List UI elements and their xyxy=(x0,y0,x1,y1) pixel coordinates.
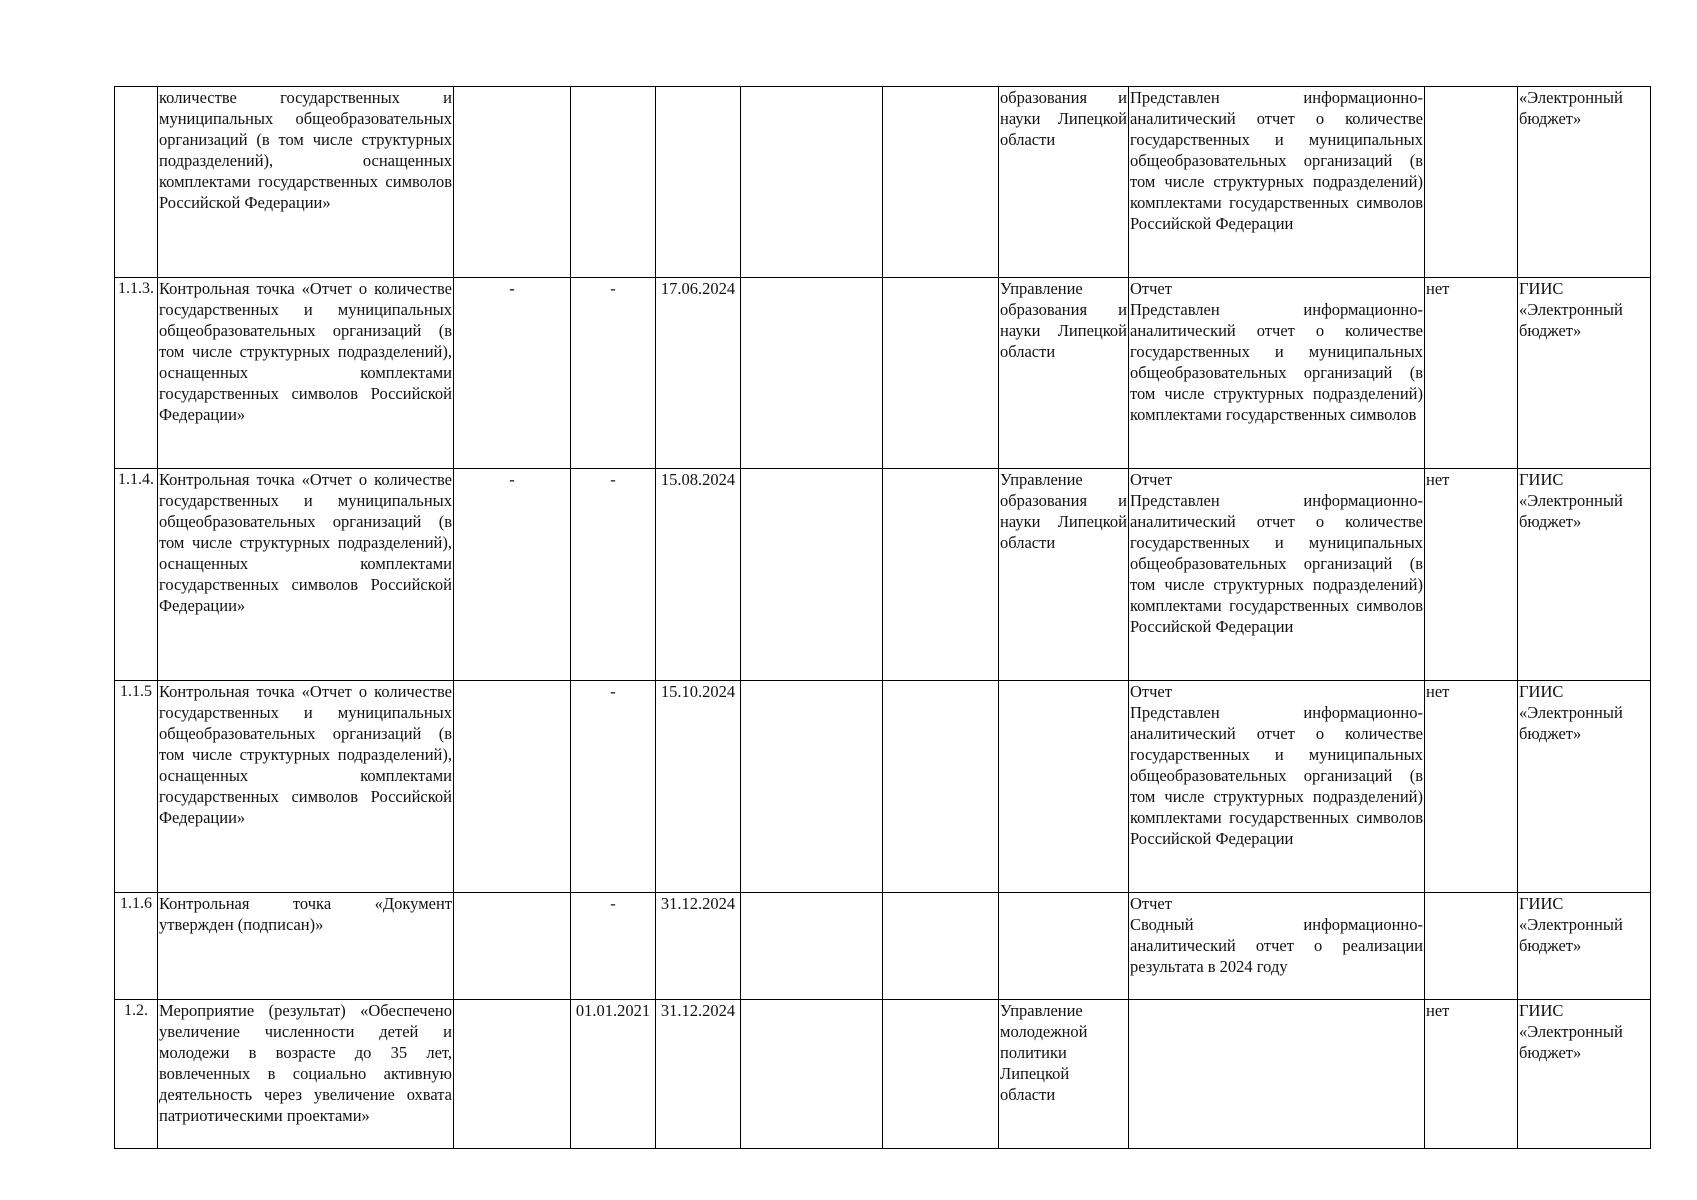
info-system: «Электронный бюджет» xyxy=(1518,87,1651,278)
result-type: Отчет xyxy=(1130,470,1172,489)
row-number: 1.2. xyxy=(115,1000,158,1149)
result-description xyxy=(1129,1000,1425,1149)
info-system: ГИИС «Электронный бюджет» xyxy=(1518,278,1651,469)
responsible-org xyxy=(999,681,1129,893)
start-date: - xyxy=(571,681,656,893)
result-text: Представлен информационно-аналитический отчет о количестве государственных и муниципальных общеобразовательных организаций (в том числе структурных подразделений) комплектами государственных символов xyxy=(1130,300,1423,424)
result-text: Сводный информационно-аналитический отчет о реализации результата в 2024 году xyxy=(1130,915,1423,976)
responsible-org: Управление молодежной политики Липецкой области xyxy=(999,1000,1129,1149)
event-name: количестве государственных и муниципальных общеобразовательных организаций (в том числе структурных подразделений), оснащенных комплектами государственных символов Российской Федерации» xyxy=(158,87,454,278)
cell-col6 xyxy=(741,1000,883,1149)
event-name: Контрольная точка «Документ утвержден (подписан)» xyxy=(158,893,454,1000)
cell-col3: - xyxy=(454,469,571,681)
cell-col7 xyxy=(883,278,999,469)
table-row xyxy=(115,893,1651,1000)
start-date xyxy=(571,87,656,278)
result-type: Отчет xyxy=(1130,894,1172,913)
cell-col6 xyxy=(741,893,883,1000)
end-date xyxy=(656,87,741,278)
result-text: Представлен информационно-аналитический отчет о количестве государственных и муниципальных общеобразовательных организаций (в том числе структурных подразделений) комплектами государственных символов Российской Федерации xyxy=(1130,703,1423,848)
flag-cell: нет xyxy=(1425,1000,1518,1149)
event-name: Контрольная точка «Отчет о количестве государственных и муниципальных общеобразовательных организаций (в том числе структурных подразделений), оснащенных комплектами государственных символов Российской Федерации» xyxy=(158,278,454,469)
cell-col7 xyxy=(883,681,999,893)
cell-col3 xyxy=(454,681,571,893)
row-number: 1.1.5 xyxy=(115,681,158,893)
event-name: Контрольная точка «Отчет о количестве государственных и муниципальных общеобразовательных организаций (в том числе структурных подразделений), оснащенных комплектами государственных символов Российской Федерации» xyxy=(158,469,454,681)
row-number: 1.1.6 xyxy=(115,893,158,1000)
end-date: 17.06.2024 xyxy=(656,278,741,469)
table-row xyxy=(115,681,1651,893)
row-number: 1.1.4. xyxy=(115,469,158,681)
flag-cell: нет xyxy=(1425,278,1518,469)
cell-col6 xyxy=(741,469,883,681)
cell-col6 xyxy=(741,87,883,278)
flag-cell: нет xyxy=(1425,681,1518,893)
result-type: Отчет xyxy=(1130,682,1172,701)
cell-col3 xyxy=(454,893,571,1000)
cell-col7 xyxy=(883,1000,999,1149)
responsible-org: Управление образования и науки Липецкой области xyxy=(999,278,1129,469)
flag-cell xyxy=(1425,87,1518,278)
start-date: - xyxy=(571,278,656,469)
result-description xyxy=(1129,681,1425,893)
responsible-org xyxy=(999,893,1129,1000)
cell-col6 xyxy=(741,278,883,469)
end-date: 15.10.2024 xyxy=(656,681,741,893)
responsible-org: образования и науки Липецкой области xyxy=(999,87,1129,278)
plan-table xyxy=(114,86,1651,1149)
responsible-org: Управление образования и науки Липецкой области xyxy=(999,469,1129,681)
end-date: 31.12.2024 xyxy=(656,1000,741,1149)
result-text: Представлен информационно-аналитический отчет о количестве государственных и муниципальных общеобразовательных организаций (в том числе структурных подразделений) комплектами государственных символов Российской Федерации xyxy=(1130,491,1423,636)
info-system: ГИИС «Электронный бюджет» xyxy=(1518,1000,1651,1149)
result-description xyxy=(1129,893,1425,1000)
cell-col3: - xyxy=(454,278,571,469)
result-description xyxy=(1129,278,1425,469)
row-number xyxy=(115,87,158,278)
event-name: Контрольная точка «Отчет о количестве государственных и муниципальных общеобразовательных организаций (в том числе структурных подразделений), оснащенных комплектами государственных символов Российской Федерации» xyxy=(158,681,454,893)
start-date: 01.01.2021 xyxy=(571,1000,656,1149)
table-row xyxy=(115,87,1651,278)
table-row xyxy=(115,469,1651,681)
info-system: ГИИС «Электронный бюджет» xyxy=(1518,469,1651,681)
table-row xyxy=(115,278,1651,469)
cell-col3 xyxy=(454,1000,571,1149)
cell-col7 xyxy=(883,893,999,1000)
cell-col6 xyxy=(741,681,883,893)
event-name: Мероприятие (результат) «Обеспечено увеличение численности детей и молодежи в возрасте до 35 лет, вовлеченных в социально активную деятельность через увеличение охвата патриотическими проектами» xyxy=(158,1000,454,1149)
start-date: - xyxy=(571,893,656,1000)
result-description: Представлен информационно-аналитический отчет о количестве государственных и муниципальных общеобразовательных организаций (в том числе структурных подразделений) комплектами государственных символов Российской Федерации xyxy=(1129,87,1425,278)
cell-col7 xyxy=(883,87,999,278)
cell-col3 xyxy=(454,87,571,278)
result-type: Отчет xyxy=(1130,279,1172,298)
end-date: 31.12.2024 xyxy=(656,893,741,1000)
row-number: 1.1.3. xyxy=(115,278,158,469)
info-system: ГИИС «Электронный бюджет» xyxy=(1518,681,1651,893)
result-description xyxy=(1129,469,1425,681)
flag-cell: нет xyxy=(1425,469,1518,681)
end-date: 15.08.2024 xyxy=(656,469,741,681)
start-date: - xyxy=(571,469,656,681)
info-system: ГИИС «Электронный бюджет» xyxy=(1518,893,1651,1000)
table-row xyxy=(115,1000,1651,1149)
cell-col7 xyxy=(883,469,999,681)
flag-cell xyxy=(1425,893,1518,1000)
